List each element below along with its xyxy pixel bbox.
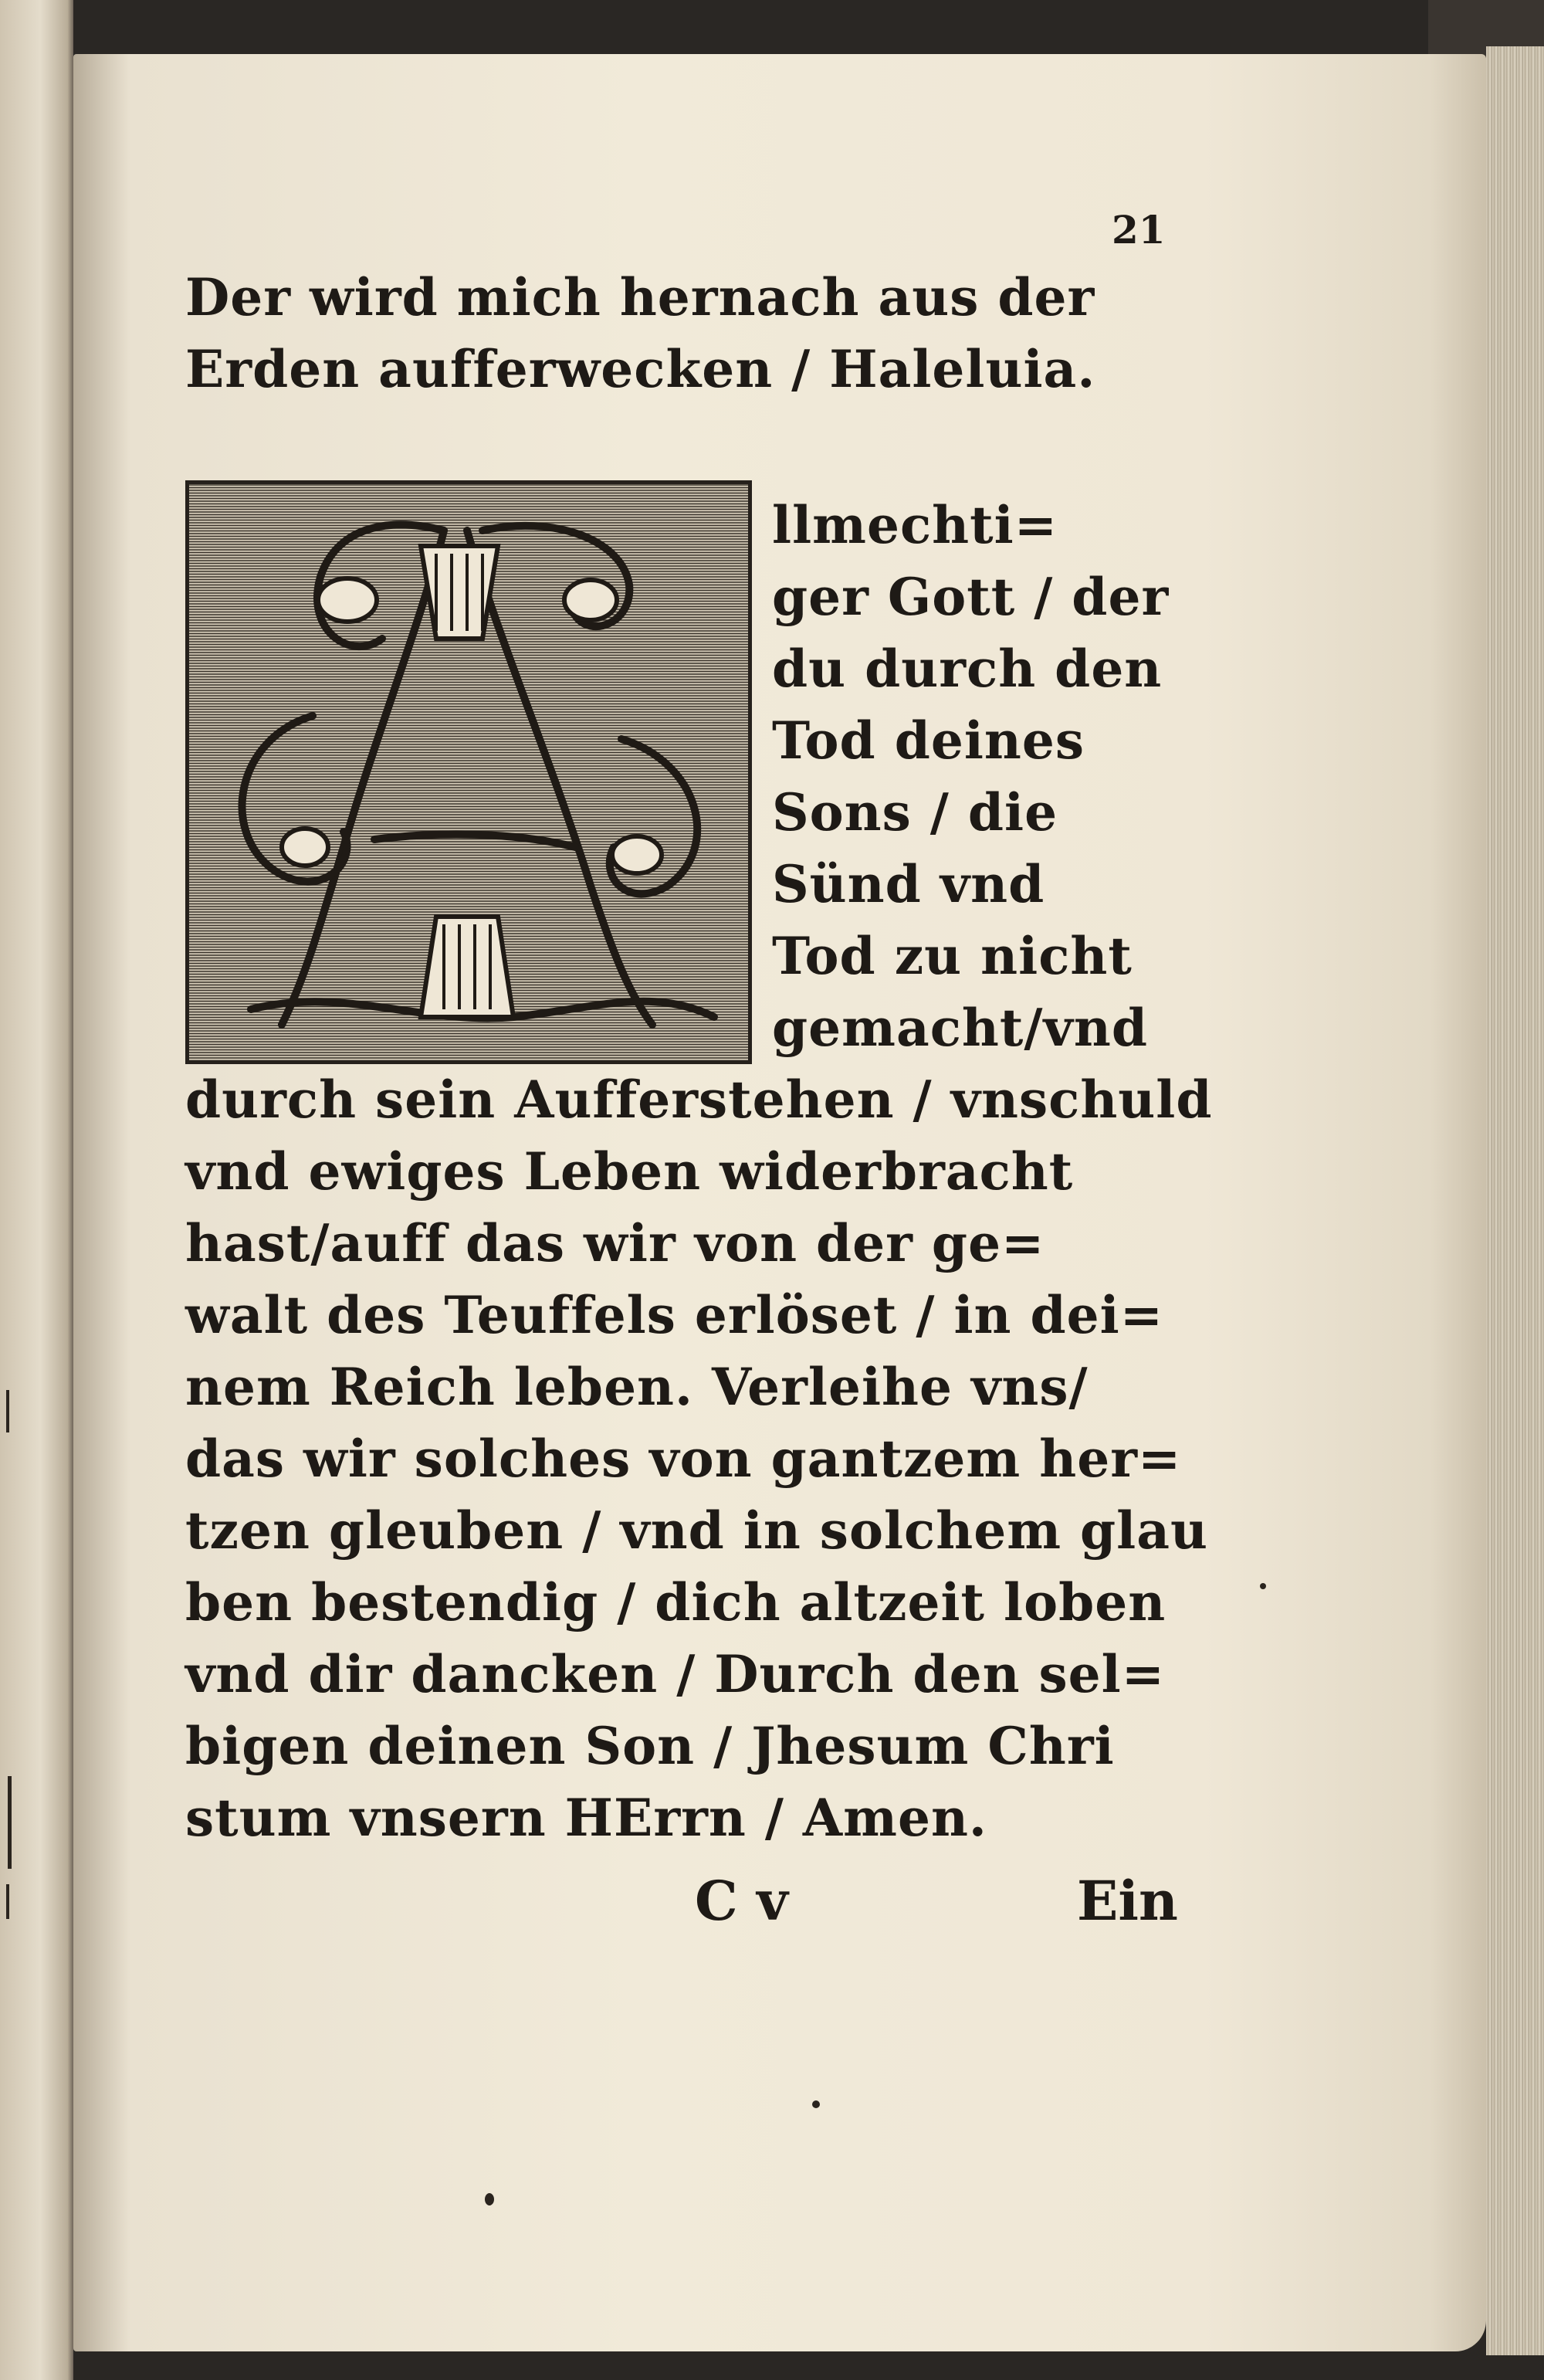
- text-line: ben bestendig / dich altzeit loben: [185, 1572, 1166, 1632]
- text-line: gemacht/vnd: [772, 998, 1148, 1058]
- text-line: Erden aufferwecken / Haleluia.: [185, 339, 1096, 399]
- text-line: nem Reich leben. Verleihe vns/: [185, 1357, 1089, 1417]
- text-line: vnd dir dancken / Durch den sel=: [185, 1644, 1166, 1704]
- ornamental-initial-icon: [185, 480, 752, 1064]
- text-line: du durch den: [772, 639, 1163, 699]
- text-line: hast/auff das wir von der ge=: [185, 1213, 1045, 1273]
- page-number: 21: [1112, 207, 1166, 253]
- text-line: Tod deines: [772, 710, 1085, 771]
- text-line: Tod zu nicht: [772, 926, 1133, 986]
- page-fore-edge: [1486, 46, 1544, 2355]
- text-line: das wir solches von gantzem her=: [185, 1429, 1182, 1489]
- ink-speck: [1260, 1583, 1266, 1589]
- text-line: tzen gleuben / vnd in solchem glau: [185, 1500, 1208, 1561]
- text-line: Der wird mich hernach aus der: [185, 267, 1095, 327]
- text-line: bigen deinen Son / Jhesum Chri: [185, 1716, 1115, 1776]
- text-line: ger Gott / der: [772, 567, 1170, 627]
- text-line: Sons / die: [772, 782, 1058, 842]
- ink-speck: [485, 2193, 494, 2205]
- ink-speck: [812, 2100, 820, 2108]
- text-line: stum vnsern HErrn / Amen.: [185, 1788, 987, 1848]
- text-line: Sünd vnd: [772, 854, 1045, 914]
- text-line: llmechti=: [772, 495, 1058, 555]
- signature-mark: C v: [695, 1869, 788, 1933]
- catchword: Ein: [1077, 1869, 1178, 1933]
- left-page-bleed-marks: [0, 0, 73, 2380]
- text-line: walt des Teuffels erlöset / in dei=: [185, 1285, 1163, 1345]
- text-line: durch sein Aufferstehen / vnschuld: [185, 1070, 1213, 1130]
- text-line: vnd ewiges Leben widerbracht: [185, 1141, 1074, 1202]
